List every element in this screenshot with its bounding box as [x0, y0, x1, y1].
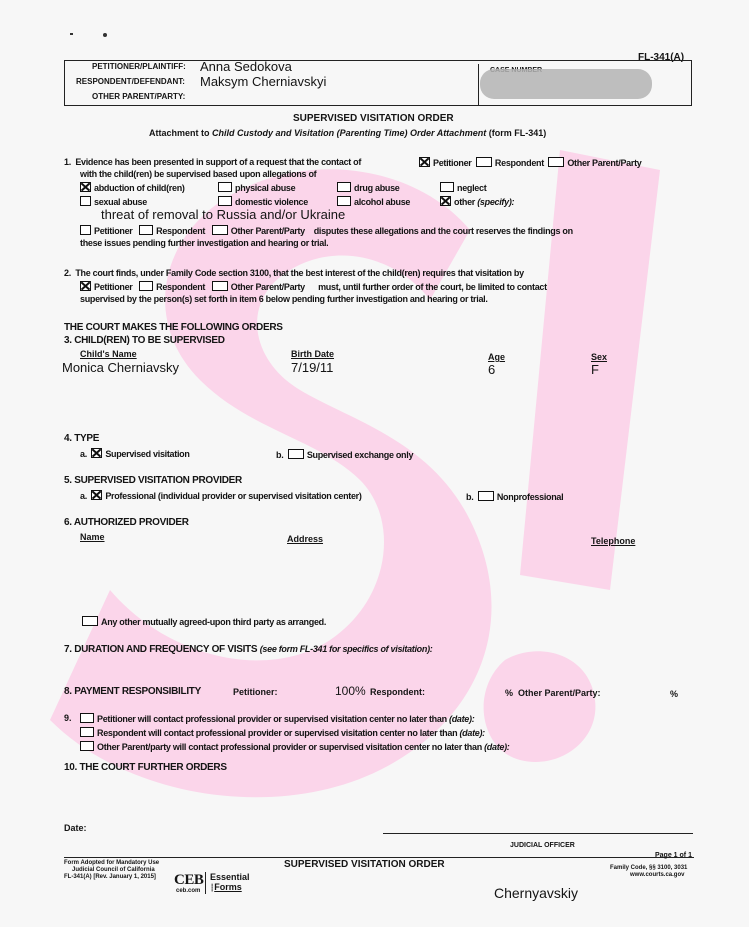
item1-text-a: Evidence has been presented in support of a request that the contact of	[75, 157, 362, 167]
item3-heading: 3. CHILD(REN) TO BE SUPERVISED	[64, 335, 225, 346]
subtitle-prefix: Attachment to	[149, 128, 212, 138]
checkbox-nonprofessional-provider[interactable]	[478, 491, 494, 501]
footer-adopted-3: FL-341(A) [Rev. January 1, 2015]	[64, 874, 156, 880]
col-provider-address: Address	[287, 534, 324, 544]
checkbox-dispute-petitioner[interactable]	[80, 225, 91, 235]
col-child-name: Child's Name	[80, 349, 137, 359]
watermark-exclamation-bar	[520, 150, 660, 590]
col-provider-telephone: Telephone	[591, 536, 636, 546]
item1-number: 1.	[64, 157, 71, 167]
item7-line: 7. DURATION AND FREQUENCY OF VISITS (see form FL-341 for specifics of visitation):	[64, 644, 433, 655]
allegation-domestic: domestic violence	[218, 196, 308, 207]
orders-heading: THE COURT MAKES THE FOLLOWING ORDERS	[64, 322, 283, 333]
item4-heading: 4. TYPE	[64, 433, 100, 444]
col-sex: Sex	[591, 352, 608, 362]
checkbox-domestic-violence[interactable]	[218, 196, 232, 206]
child-age-value: 6	[488, 362, 496, 377]
allegation-neglect: neglect	[440, 182, 486, 193]
item1-line1	[64, 157, 361, 167]
item9-line2: Respondent will contact professional provider or supervised visitation center no later than (date):	[80, 727, 485, 738]
form-title: SUPERVISED VISITATION ORDER	[293, 113, 454, 124]
checkbox-item9-petitioner[interactable]	[80, 713, 94, 723]
footer-code: Family Code, §§ 3100, 3031	[610, 865, 688, 871]
item1-opt-respondent: Respondent	[494, 158, 544, 168]
checkbox-item1-petitioner[interactable]	[419, 157, 430, 167]
allegation-alcohol: alcohol abuse	[337, 196, 410, 207]
item1-text-b: with the child(ren) be supervised based upon allegations of	[80, 169, 317, 179]
item1-dispute-line: Petitioner Respondent Other Parent/Party disputes these allegations and the court reserves the findings on	[80, 225, 573, 236]
checkbox-item2-petitioner[interactable]	[80, 281, 91, 291]
checkbox-alcohol-abuse[interactable]	[337, 196, 351, 206]
footer-signature: Chernyavskiy	[494, 885, 579, 901]
item6-heading: 6. AUTHORIZED PROVIDER	[64, 517, 189, 528]
item2-text-c: supervised by the person(s) set forth in item 6 below pending further investigation and hearing or trial.	[80, 294, 488, 304]
footer-page: Page 1 of 1	[655, 852, 692, 859]
checkbox-supervised-visitation[interactable]	[91, 448, 102, 458]
third-party-option: Any other mutually agreed-upon third party as arranged.	[82, 616, 326, 627]
checkbox-item1-other[interactable]	[548, 157, 564, 167]
petitioner-label: PETITIONER/PLAINTIFF:	[92, 62, 186, 71]
item9-line1: Petitioner will contact professional provider or supervised visitation center no later than (date):	[80, 713, 474, 724]
checkbox-sexual-abuse[interactable]	[80, 196, 91, 206]
ceb-logo: CEB	[174, 872, 204, 888]
item1-dispute-text-b: these issues pending further investigation and hearing or trial.	[80, 238, 329, 248]
checkbox-item9-respondent[interactable]	[80, 727, 94, 737]
col-age: Age	[488, 352, 506, 362]
item1-opt-other: Other Parent/Party	[567, 158, 642, 168]
checkbox-professional-provider[interactable]	[91, 490, 102, 500]
checkbox-supervised-exchange[interactable]	[288, 449, 304, 459]
respondent-label: RESPONDENT/DEFENDANT:	[76, 77, 185, 86]
checkbox-physical-abuse[interactable]	[218, 182, 232, 192]
item9-number: 9.	[64, 713, 72, 723]
case-number-redaction	[480, 69, 652, 99]
footer-site: www.courts.ca.gov	[630, 872, 685, 878]
footer-title: SUPERVISED VISITATION ORDER	[284, 859, 445, 870]
item8-respondent-label: Respondent:	[370, 687, 425, 697]
essential-forms-logo	[210, 872, 250, 894]
allegation-abduction: abduction of child(ren)	[80, 182, 185, 193]
form-subtitle	[149, 128, 546, 138]
item8-petitioner-label: Petitioner:	[233, 687, 278, 697]
checkbox-other-allegation[interactable]	[440, 196, 451, 206]
allegation-other: other (specify):	[440, 196, 514, 207]
item8-other-label: Other Parent/Party:	[518, 688, 601, 698]
allegation-drug: drug abuse	[337, 182, 400, 193]
footer-adopted-1: Form Adopted for Mandatory Use	[64, 860, 160, 866]
item1-party-options	[419, 157, 641, 168]
item5-option-a: a. Professional (individual provider or supervised visitation center)	[80, 491, 362, 501]
ceb-divider	[205, 872, 206, 894]
item5-option-b: b. Nonprofessional	[466, 492, 564, 502]
respondent-value: Maksym Cherniavskyi	[200, 74, 327, 89]
item8-heading: 8. PAYMENT RESPONSIBILITY	[64, 686, 201, 697]
checkbox-abduction[interactable]	[80, 182, 91, 192]
forms-mark-icon: ┆	[210, 885, 215, 892]
checkbox-item9-other[interactable]	[80, 741, 94, 751]
date-label: Date:	[64, 823, 87, 833]
essential-label: Essential	[210, 872, 250, 882]
checkbox-item1-respondent[interactable]	[476, 157, 492, 167]
item9-line3: Other Parent/party will contact professional provider or supervised visitation center no later than (date):	[80, 741, 510, 752]
item1-opt-petitioner: Petitioner	[433, 158, 472, 168]
forms-label: Forms	[214, 882, 242, 892]
allegation-physical: physical abuse	[218, 182, 295, 193]
item4-option-a: a. Supervised visitation	[80, 449, 190, 459]
form-number: FL-341(A)	[638, 52, 685, 63]
checkbox-dispute-other[interactable]	[212, 225, 228, 235]
ceb-site: ceb.com	[176, 888, 201, 894]
other-allegation-value: threat of removal to Russia and/or Ukraine	[101, 207, 346, 222]
subtitle-italic: Child Custody and Visitation (Parenting Time) Order Attachment	[212, 128, 487, 138]
checkbox-neglect[interactable]	[440, 182, 454, 192]
other-party-label: OTHER PARENT/PARTY:	[92, 92, 186, 101]
child-birth-value: 7/19/11	[291, 360, 334, 375]
item10-heading: 10. THE COURT FURTHER ORDERS	[64, 762, 227, 773]
subtitle-suffix: (form FL-341)	[486, 128, 547, 138]
child-name-value: Monica Cherniavsky	[62, 360, 180, 375]
judicial-officer-label: JUDICIAL OFFICER	[510, 842, 575, 849]
checkbox-item2-other[interactable]	[212, 281, 228, 291]
item8-petitioner-value: 100%	[335, 684, 366, 698]
col-birth-date: Birth Date	[291, 349, 335, 359]
item2-line1: 2. The court finds, under Family Code section 3100, that the best interest of the child(ren) requires that visitation by	[64, 268, 524, 278]
item8-other-pct: %	[670, 689, 679, 699]
checkbox-third-party[interactable]	[82, 616, 98, 626]
scan-speck	[103, 33, 107, 37]
item8-respondent-pct: %	[505, 688, 514, 698]
checkbox-item2-respondent[interactable]	[139, 281, 153, 291]
item5-heading: 5. SUPERVISED VISITATION PROVIDER	[64, 475, 242, 486]
signature-line	[383, 833, 693, 834]
col-provider-name: Name	[80, 532, 105, 542]
checkbox-drug-abuse[interactable]	[337, 182, 351, 192]
petitioner-value: Anna Sedokova	[200, 59, 292, 74]
footer-adopted-2: Judicial Council of California	[72, 867, 155, 873]
child-sex-value: F	[591, 362, 599, 377]
item2-line2: Petitioner Respondent Other Parent/Party must, until further order of the court, be limited to contact	[80, 281, 547, 292]
checkbox-dispute-respondent[interactable]	[139, 225, 153, 235]
scan-speck	[70, 33, 73, 35]
allegation-sexual: sexual abuse	[80, 196, 147, 207]
item4-option-b: b. Supervised exchange only	[276, 450, 414, 460]
